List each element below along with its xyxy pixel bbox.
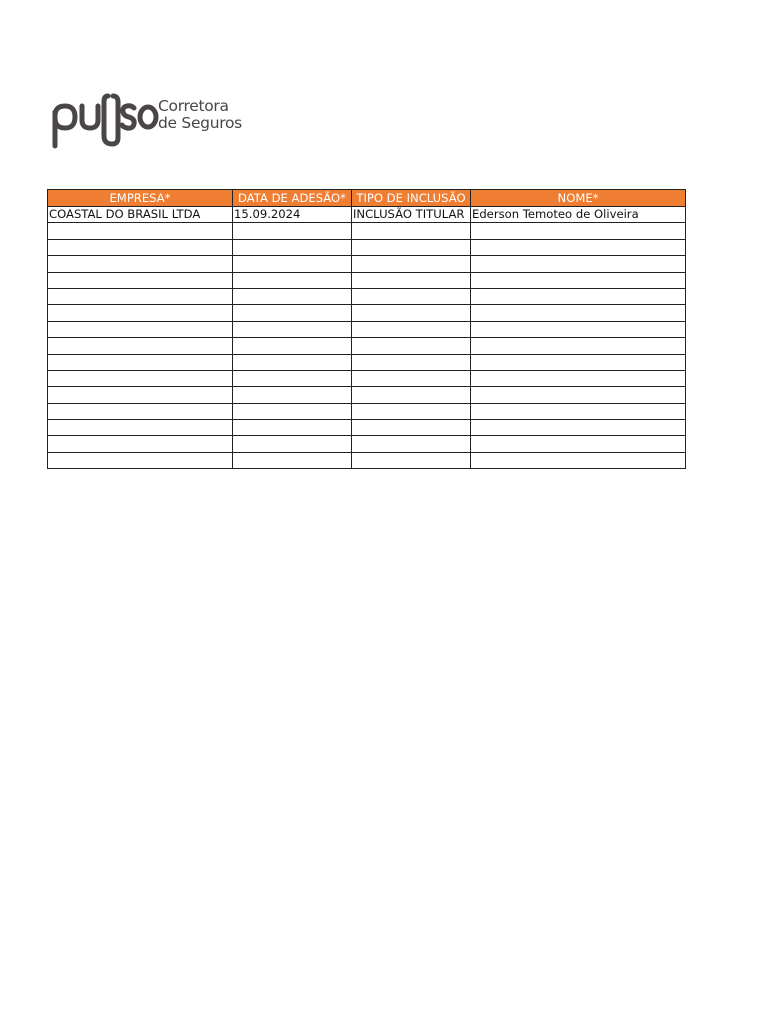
cell-data-adesao[interactable] <box>233 288 352 304</box>
table-row <box>48 239 686 255</box>
cell-tipo-inclusao[interactable] <box>352 420 471 436</box>
cell-nome[interactable]: Ederson Temoteo de Oliveira <box>471 207 686 223</box>
cell-empresa[interactable] <box>48 354 233 370</box>
cell-tipo-inclusao[interactable]: INCLUSÃO TITULAR <box>352 207 471 223</box>
table-row <box>48 436 686 452</box>
table-row <box>48 338 686 354</box>
cell-empresa[interactable] <box>48 288 233 304</box>
cell-data-adesao[interactable] <box>233 239 352 255</box>
cell-data-adesao[interactable] <box>233 321 352 337</box>
logo-tagline <box>158 98 242 132</box>
cell-nome[interactable] <box>471 370 686 386</box>
cell-data-adesao[interactable] <box>233 338 352 354</box>
cell-nome[interactable] <box>471 272 686 288</box>
cell-tipo-inclusao[interactable] <box>352 436 471 452</box>
cell-data-adesao[interactable] <box>233 256 352 272</box>
inclusion-table <box>47 189 686 469</box>
cell-nome[interactable] <box>471 452 686 468</box>
cell-data-adesao[interactable] <box>233 354 352 370</box>
cell-data-adesao[interactable] <box>233 403 352 419</box>
table-row <box>48 207 686 223</box>
cell-data-adesao[interactable] <box>233 420 352 436</box>
table-row <box>48 256 686 272</box>
header-data-adesao: DATA DE ADESÃO* <box>233 190 352 207</box>
cell-tipo-inclusao[interactable] <box>352 288 471 304</box>
cell-tipo-inclusao[interactable] <box>352 223 471 239</box>
table-row <box>48 288 686 304</box>
table-row <box>48 321 686 337</box>
cell-tipo-inclusao[interactable] <box>352 239 471 255</box>
cell-nome[interactable] <box>471 420 686 436</box>
cell-data-adesao[interactable] <box>233 370 352 386</box>
cell-nome[interactable] <box>471 239 686 255</box>
table-row <box>48 420 686 436</box>
table-row <box>48 272 686 288</box>
header-nome: NOME* <box>471 190 686 207</box>
cell-data-adesao[interactable] <box>233 223 352 239</box>
cell-empresa[interactable] <box>48 338 233 354</box>
table-row <box>48 403 686 419</box>
cell-empresa[interactable] <box>48 239 233 255</box>
cell-data-adesao[interactable]: 15.09.2024 <box>233 207 352 223</box>
cell-empresa[interactable]: COASTAL DO BRASIL LTDA <box>48 207 233 223</box>
cell-empresa[interactable] <box>48 403 233 419</box>
cell-empresa[interactable] <box>48 256 233 272</box>
cell-data-adesao[interactable] <box>233 272 352 288</box>
cell-tipo-inclusao[interactable] <box>352 387 471 403</box>
company-logo <box>50 92 250 152</box>
cell-tipo-inclusao[interactable] <box>352 256 471 272</box>
cell-empresa[interactable] <box>48 420 233 436</box>
cell-nome[interactable] <box>471 288 686 304</box>
cell-nome[interactable] <box>471 354 686 370</box>
header-empresa: EMPRESA* <box>48 190 233 207</box>
table-row <box>48 305 686 321</box>
cell-tipo-inclusao[interactable] <box>352 452 471 468</box>
table-body <box>48 207 686 469</box>
cell-empresa[interactable] <box>48 321 233 337</box>
cell-empresa[interactable] <box>48 272 233 288</box>
pulso-wordmark-icon <box>50 92 160 152</box>
header-tipo-inclusao: TIPO DE INCLUSÃO <box>352 190 471 207</box>
cell-empresa[interactable] <box>48 436 233 452</box>
cell-nome[interactable] <box>471 387 686 403</box>
cell-tipo-inclusao[interactable] <box>352 354 471 370</box>
cell-empresa[interactable] <box>48 387 233 403</box>
cell-tipo-inclusao[interactable] <box>352 338 471 354</box>
logo-line-2: de Seguros <box>158 114 242 132</box>
cell-empresa[interactable] <box>48 305 233 321</box>
table-row <box>48 354 686 370</box>
cell-data-adesao[interactable] <box>233 452 352 468</box>
cell-nome[interactable] <box>471 436 686 452</box>
cell-data-adesao[interactable] <box>233 387 352 403</box>
table-row <box>48 223 686 239</box>
cell-empresa[interactable] <box>48 370 233 386</box>
cell-nome[interactable] <box>471 338 686 354</box>
cell-tipo-inclusao[interactable] <box>352 272 471 288</box>
table-row <box>48 387 686 403</box>
cell-empresa[interactable] <box>48 452 233 468</box>
cell-tipo-inclusao[interactable] <box>352 403 471 419</box>
cell-tipo-inclusao[interactable] <box>352 370 471 386</box>
header-row <box>48 190 686 207</box>
cell-nome[interactable] <box>471 403 686 419</box>
cell-tipo-inclusao[interactable] <box>352 305 471 321</box>
cell-nome[interactable] <box>471 305 686 321</box>
cell-nome[interactable] <box>471 321 686 337</box>
cell-data-adesao[interactable] <box>233 436 352 452</box>
cell-empresa[interactable] <box>48 223 233 239</box>
cell-tipo-inclusao[interactable] <box>352 321 471 337</box>
cell-data-adesao[interactable] <box>233 305 352 321</box>
table-row <box>48 370 686 386</box>
cell-nome[interactable] <box>471 256 686 272</box>
cell-nome[interactable] <box>471 223 686 239</box>
logo-line-1: Corretora <box>158 97 229 115</box>
table-row <box>48 452 686 468</box>
